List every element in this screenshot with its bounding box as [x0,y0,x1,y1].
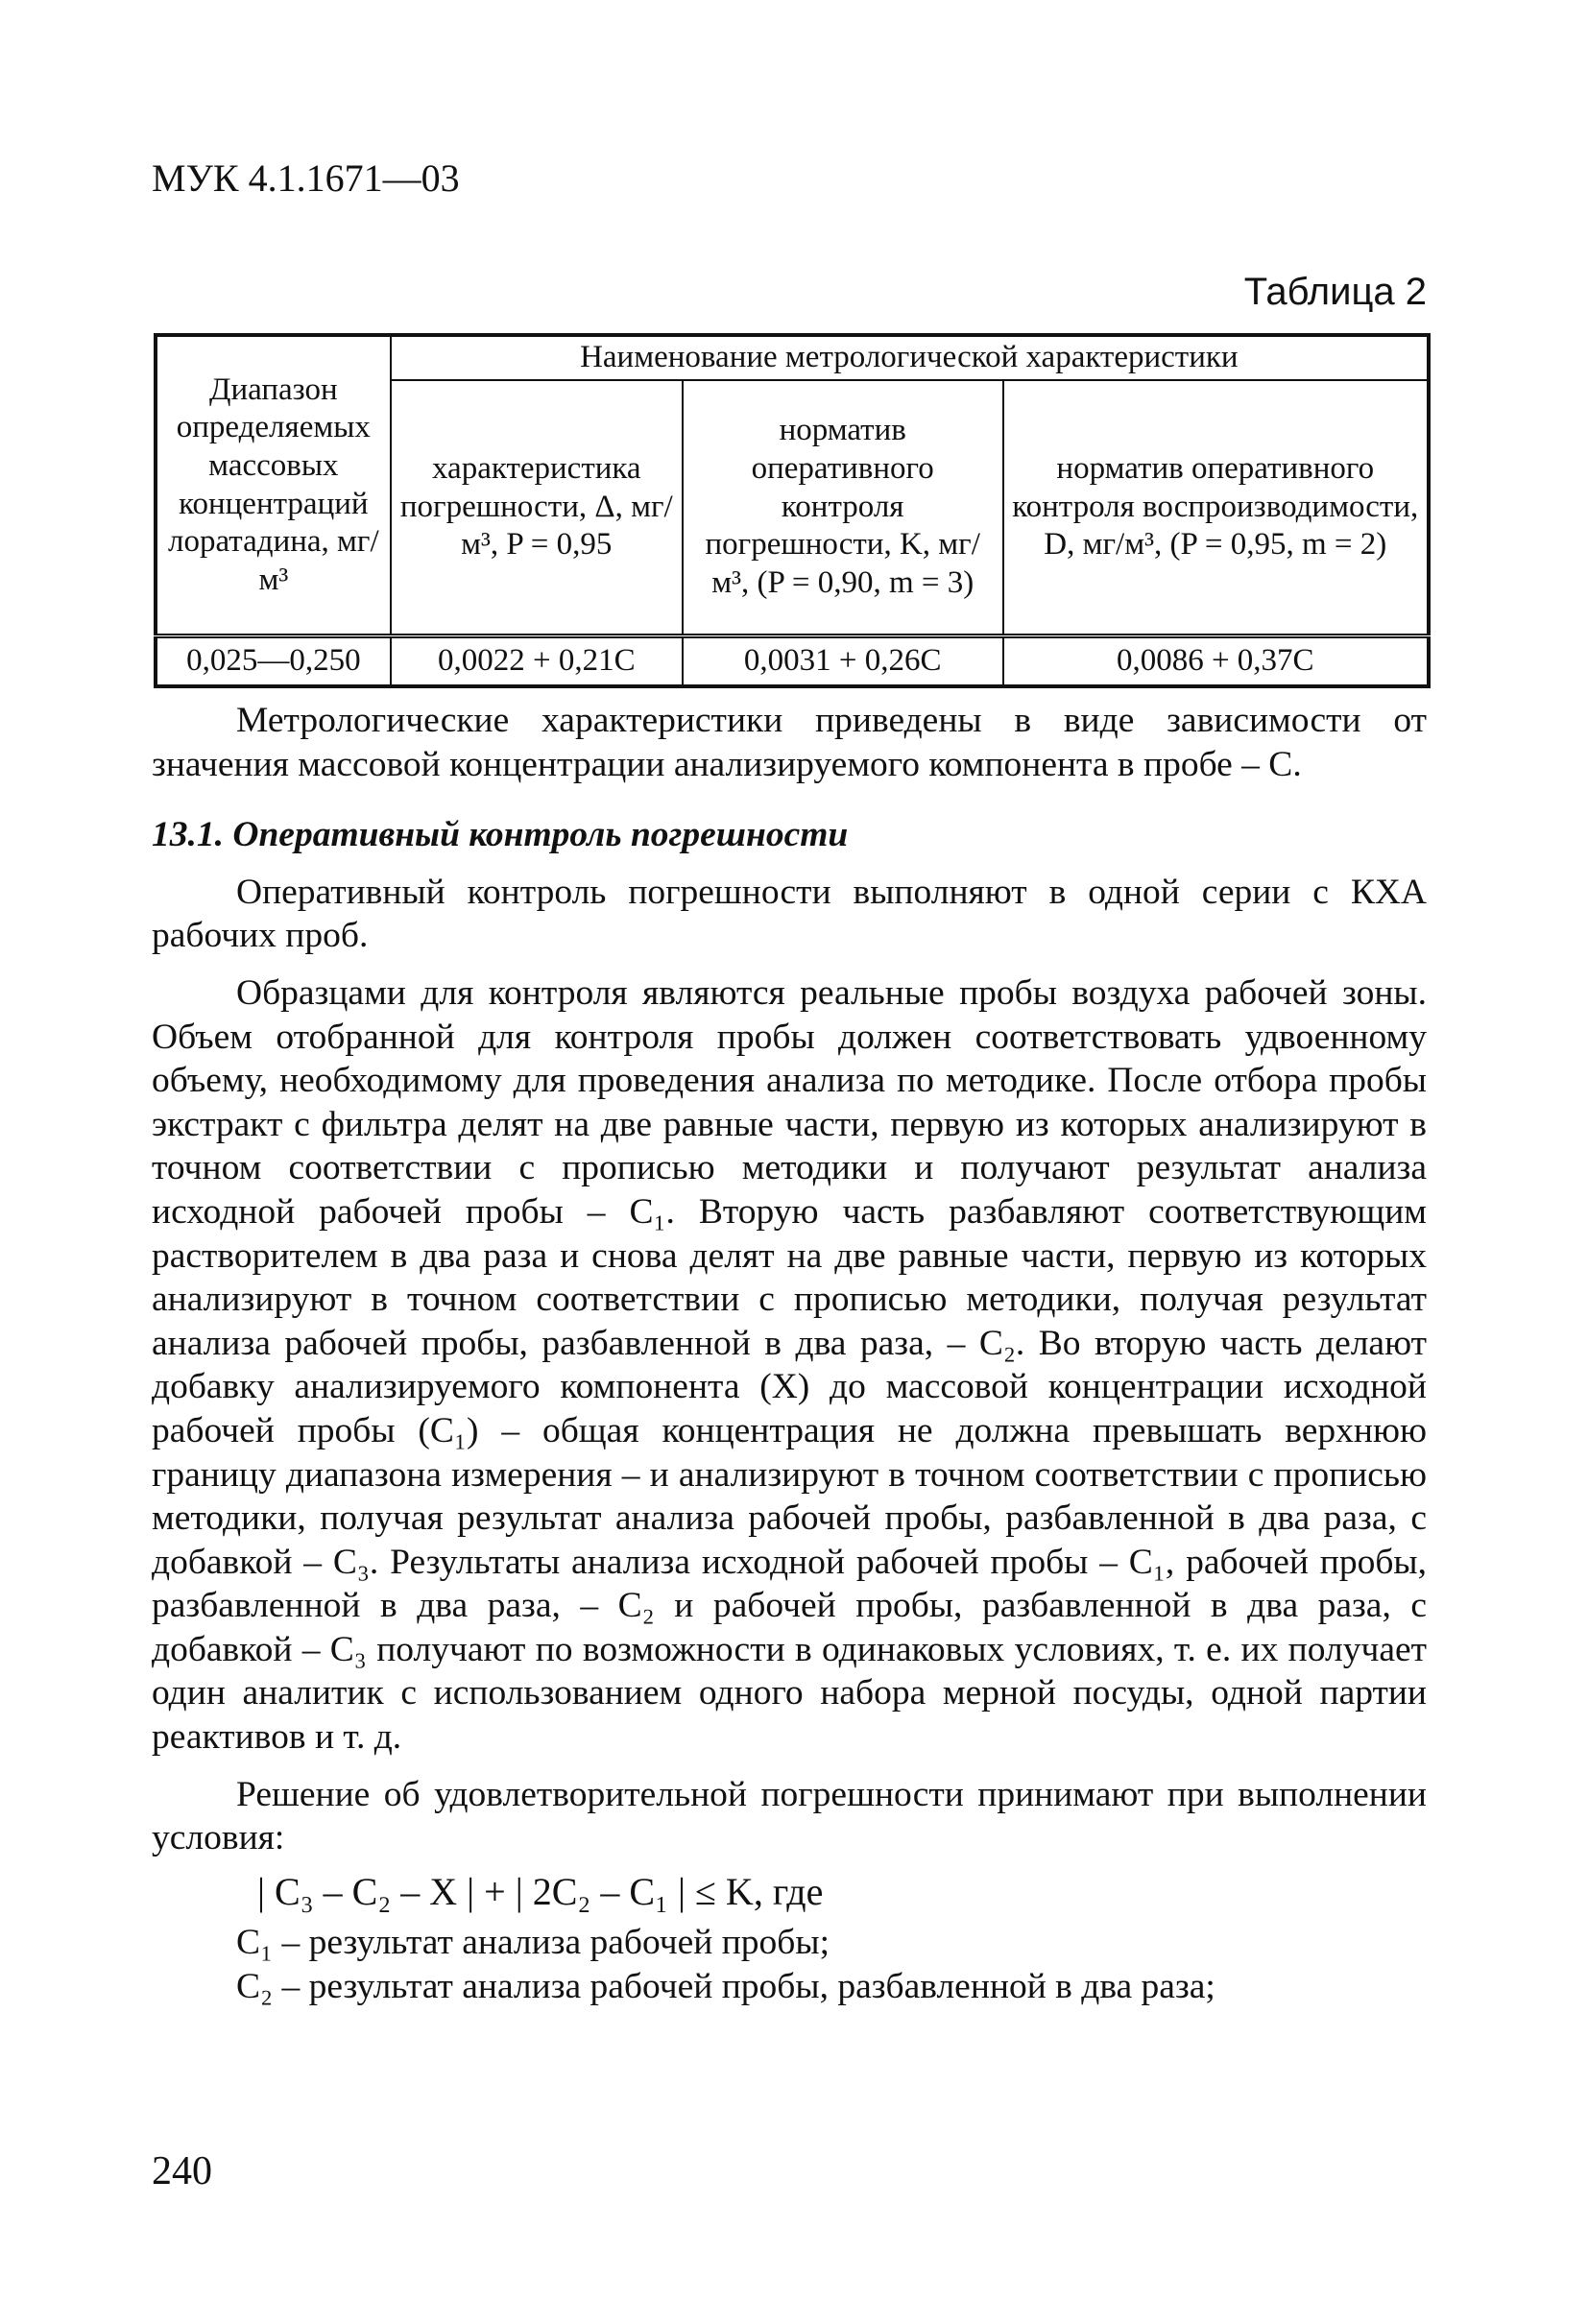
table-header-delta: характеристика погрешности, Δ, мг/м³, P = 0,95 [391,380,683,636]
definition-c2: C₂ – результат анализа рабочей пробы, разбавленной в два раза; [236,1967,1215,2007]
table-row [156,636,1429,687]
paragraph-1: Оперативный контроль погрешности выполняют в одной серии с КХА рабочих проб. [152,872,1427,956]
paragraph-2: Образцами для контроля являются реальные пробы воздуха рабочей зоны. Объем отобранной для контроля пробы должен соответствовать удвоенному объему, необходимому для проведения анализа по методике. После отбора пробы экстракт с фильтра делят на две равные части, первую из которых анализируют в точном соответствии с прописью методики и получают результат анализа исходной рабочей пробы – C₁. Вторую часть разбавляют соответствующим растворителем в два раза и снова делят на две равные части, первую из которых анализируют в точном соответствии с прописью методики, получая результат анализа рабочей пробы, разбавленной в два раза, – C₂. Во вторую часть делают добавку анализируемого компонента (X) до массовой концентрации исходной рабочей пробы (C₁) – общая концентрация не должна превышать верхнюю границу диапазона измерения – и анализируют в точном соответствии с прописью методики, получая результат анализа рабочей пробы, разбавленной в два раза, с добавкой – C₃. Результаты анализа исходной рабочей пробы – C₁, рабочей пробы, разбавленной в два раза, – C₂ и рабочей пробы, разбавленной в два раза, с добавкой – C₃ получают по возможности в одинаковых условиях, т. е. их получает один аналитик с использованием одного набора мерной посуды, одной партии реактивов и т. д. [152,972,1427,1758]
table-caption: Таблица 2 [1243,271,1427,313]
metrology-table [154,333,1431,688]
table-cell-delta: 0,0022 + 0,21C [391,636,683,687]
definition-c1: C₁ – результат анализа рабочей пробы; [236,1923,830,1963]
formula: | C₃ – C₂ – X | + | 2C₂ – C₁ | ≤ K, где [257,1869,824,1913]
table-cell-d: 0,0086 + 0,37C [1003,636,1429,687]
document-header: МУК 4.1.1671—03 [152,156,460,200]
intro-paragraph: Метрологические характеристики приведены в виде зависимости от значения массовой концентрации анализируемого компонента в пробе – C. [152,701,1427,784]
paragraph-3: Решение об удовлетворительной погрешности принимают при выполнении условия: [152,1774,1427,1858]
definitions [152,1921,1427,2008]
body-text [152,699,1427,2009]
table-cell-range: 0,025—0,250 [156,636,391,687]
page-number: 240 [152,2149,212,2193]
section-title: 13.1. Оперативный контроль погрешности [152,815,849,855]
table-header-k: норматив оперативного контроля погрешности, K, мг/м³, (P = 0,90, m = 3) [683,380,1003,636]
table-header-d: норматив оперативного контроля воспроизводимости, D, мг/м³, (P = 0,95, m = 2) [1003,380,1429,636]
table-header-group: Наименование метрологической характеристики [391,335,1429,380]
table-cell-k: 0,0031 + 0,26C [683,636,1003,687]
table-header-range: Диапазон определяемых массовых концентраций лоратадина, мг/м³ [156,335,391,636]
